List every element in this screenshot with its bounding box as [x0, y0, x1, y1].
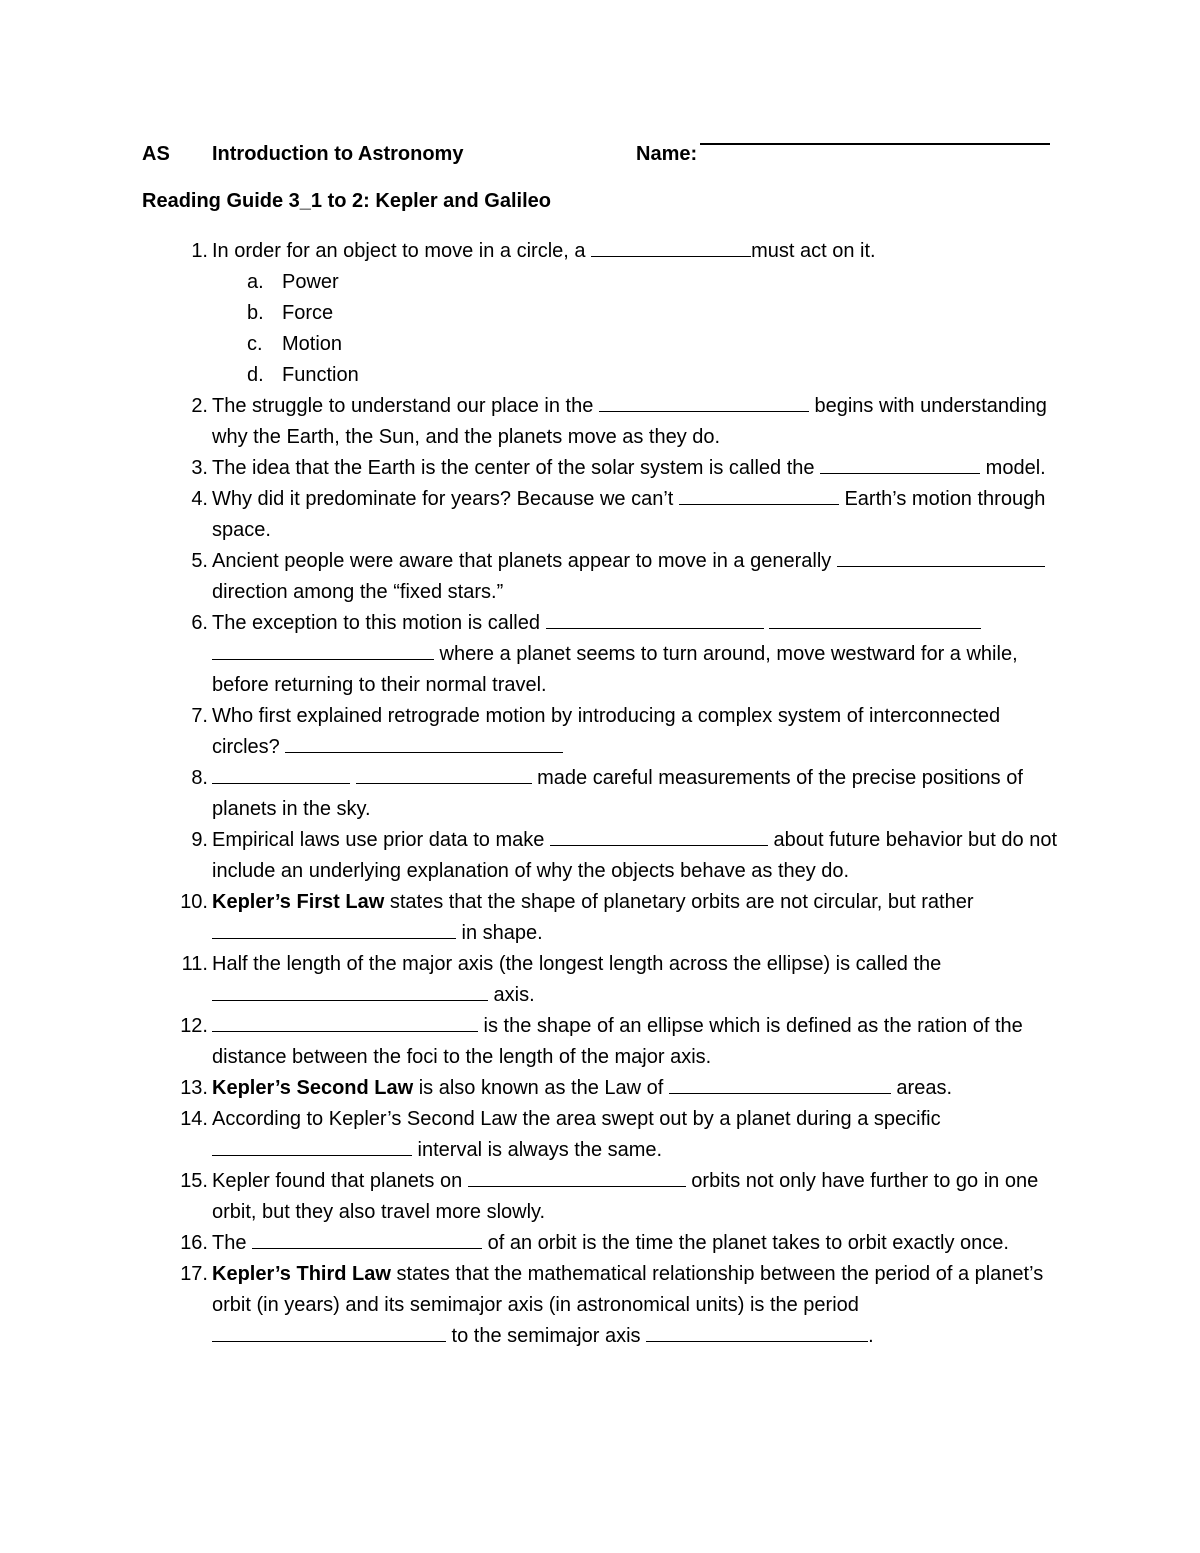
question-text: begins with understanding why the Earth, the Sun, and the planets move as they do.: [212, 395, 1047, 448]
question-number: 12.: [180, 1015, 208, 1037]
header: [142, 143, 1062, 173]
question-number: 9.: [191, 829, 208, 851]
option-label: Force: [282, 302, 334, 324]
option-letter: b.: [247, 302, 264, 324]
question-text: in shape.: [456, 922, 543, 944]
question-7: [142, 701, 1062, 763]
question-number: 17.: [180, 1263, 208, 1285]
question-text: The exception to this motion is called: [212, 612, 546, 634]
answer-blank[interactable]: [669, 1073, 891, 1094]
question-number: 7.: [191, 705, 208, 727]
question-12: [142, 1011, 1062, 1073]
question-text: The: [212, 1232, 253, 1254]
question-text: .: [868, 1325, 874, 1347]
answer-blank[interactable]: [252, 1228, 482, 1249]
question-text: about future behavior but do not include an underlying explanation of why the objects behave as they do.: [212, 829, 1058, 882]
answer-blank[interactable]: [646, 1321, 868, 1342]
question-text: orbits not only have further to go in one orbit, but they also travel more slowly.: [212, 1170, 1039, 1223]
option-label: Power: [282, 271, 339, 293]
name-field[interactable]: [700, 143, 1050, 145]
answer-blank[interactable]: [212, 1135, 412, 1156]
course-title: Introduction to Astronomy: [212, 143, 464, 165]
question-5: [142, 546, 1062, 608]
answer-blank[interactable]: [212, 639, 434, 660]
question-text: According to Kepler’s Second Law the area swept out by a planet during a specific: [212, 1108, 941, 1130]
answer-blank[interactable]: [679, 484, 839, 505]
question-text: The idea that the Earth is the center of the solar system is called the: [212, 457, 821, 479]
question-text: Earth’s motion through space.: [212, 488, 1046, 541]
question-number: 5.: [191, 550, 208, 572]
guide-title: Reading Guide 3_1 to 2: Kepler and Galileo: [142, 190, 551, 212]
question-text: The struggle to understand our place in the: [212, 395, 599, 417]
law-name: Kepler’s First Law: [212, 891, 385, 913]
question-text: to the semimajor axis: [446, 1325, 647, 1347]
question-number: 4.: [191, 488, 208, 510]
option-label: Motion: [282, 333, 343, 355]
question-number: 15.: [180, 1170, 208, 1192]
question-text: states that the shape of planetary orbits are not circular, but rather: [384, 891, 974, 913]
option-letter: c.: [247, 333, 263, 355]
question-list: [142, 236, 1062, 1352]
law-name: Kepler’s Second Law: [212, 1077, 414, 1099]
law-name: Kepler’s Third Law: [212, 1263, 391, 1285]
name-label: Name:: [636, 143, 698, 165]
question-number: 16.: [180, 1232, 208, 1254]
question-text: direction among the “fixed stars.”: [212, 581, 504, 603]
question-text: made careful measurements of the precise positions of planets in the sky.: [212, 767, 1023, 820]
answer-blank[interactable]: [546, 608, 764, 629]
question-text: Empirical laws use prior data to make: [212, 829, 550, 851]
question-14: [142, 1104, 1062, 1166]
question-text: areas.: [890, 1077, 953, 1099]
option-a[interactable]: [142, 267, 1062, 298]
answer-blank[interactable]: [591, 236, 751, 257]
answer-blank[interactable]: [212, 918, 456, 939]
question-6: [142, 608, 1062, 701]
question-9: [142, 825, 1062, 887]
question-number: 11.: [181, 953, 208, 975]
answer-blank[interactable]: [468, 1166, 686, 1187]
option-d[interactable]: [142, 360, 1062, 391]
question-15: [142, 1166, 1062, 1228]
answer-blank[interactable]: [769, 608, 981, 629]
option-label: Function: [282, 364, 359, 386]
question-17: [142, 1259, 1062, 1352]
question-number: 2.: [191, 395, 208, 417]
question-number: 10.: [180, 891, 208, 913]
question-13: [142, 1073, 1062, 1104]
option-letter: d.: [247, 364, 264, 386]
answer-blank[interactable]: [212, 980, 488, 1001]
question-number: 3.: [191, 457, 208, 479]
answer-blank[interactable]: [356, 763, 532, 784]
answer-blank[interactable]: [285, 732, 563, 753]
question-text: In order for an object to move in a circle, a: [212, 240, 592, 262]
question-text: axis.: [488, 984, 535, 1006]
answer-blank[interactable]: [820, 453, 980, 474]
question-2: [142, 391, 1062, 453]
question-text: must act on it.: [751, 240, 876, 262]
option-c[interactable]: [142, 329, 1062, 360]
question-16: [142, 1228, 1062, 1259]
answer-blank[interactable]: [212, 1011, 478, 1032]
question-text: Half the length of the major axis (the longest length across the ellipse) is called the: [212, 953, 942, 975]
answer-blank[interactable]: [550, 825, 768, 846]
question-text: is the shape of an ellipse which is defined as the ration of the distance between the foci to the length of the major axis.: [212, 1015, 1023, 1068]
question-number: 13.: [180, 1077, 208, 1099]
question-11: [142, 949, 1062, 1011]
question-text: where a planet seems to turn around, move westward for a while, before returning to their normal travel.: [212, 643, 1018, 696]
option-b[interactable]: [142, 298, 1062, 329]
question-10: [142, 887, 1062, 949]
question-number: 14.: [180, 1108, 208, 1130]
question-text: is also known as the Law of: [413, 1077, 669, 1099]
answer-blank[interactable]: [837, 546, 1045, 567]
question-text: states that the mathematical relationship between the period of a planet’s orbit (in years) and its semimajor axis (in astronomical units) is the period: [212, 1263, 1044, 1316]
question-number: 6.: [191, 612, 208, 634]
question-3: [142, 453, 1062, 484]
question-text: Ancient people were aware that planets appear to move in a generally: [212, 550, 837, 572]
question-4: [142, 484, 1062, 546]
answer-blank[interactable]: [212, 763, 350, 784]
question-text: interval is always the same.: [412, 1139, 663, 1161]
question-text: Who first explained retrograde motion by introducing a complex system of interconnected circles?: [212, 705, 1001, 758]
question-text: of an orbit is the time the planet takes to orbit exactly once.: [482, 1232, 1009, 1254]
question-1: [142, 236, 1062, 391]
question-text: model.: [980, 457, 1046, 479]
question-number: 8.: [191, 767, 208, 789]
course-code: AS: [142, 143, 170, 165]
question-text: Why did it predominate for years? Because we can’t: [212, 488, 679, 510]
question-text: Kepler found that planets on: [212, 1170, 468, 1192]
question-number: 1.: [191, 240, 208, 262]
answer-blank[interactable]: [599, 391, 809, 412]
option-letter: a.: [247, 271, 264, 293]
options-list: [212, 267, 1062, 391]
question-8: [142, 763, 1062, 825]
answer-blank[interactable]: [212, 1321, 446, 1342]
